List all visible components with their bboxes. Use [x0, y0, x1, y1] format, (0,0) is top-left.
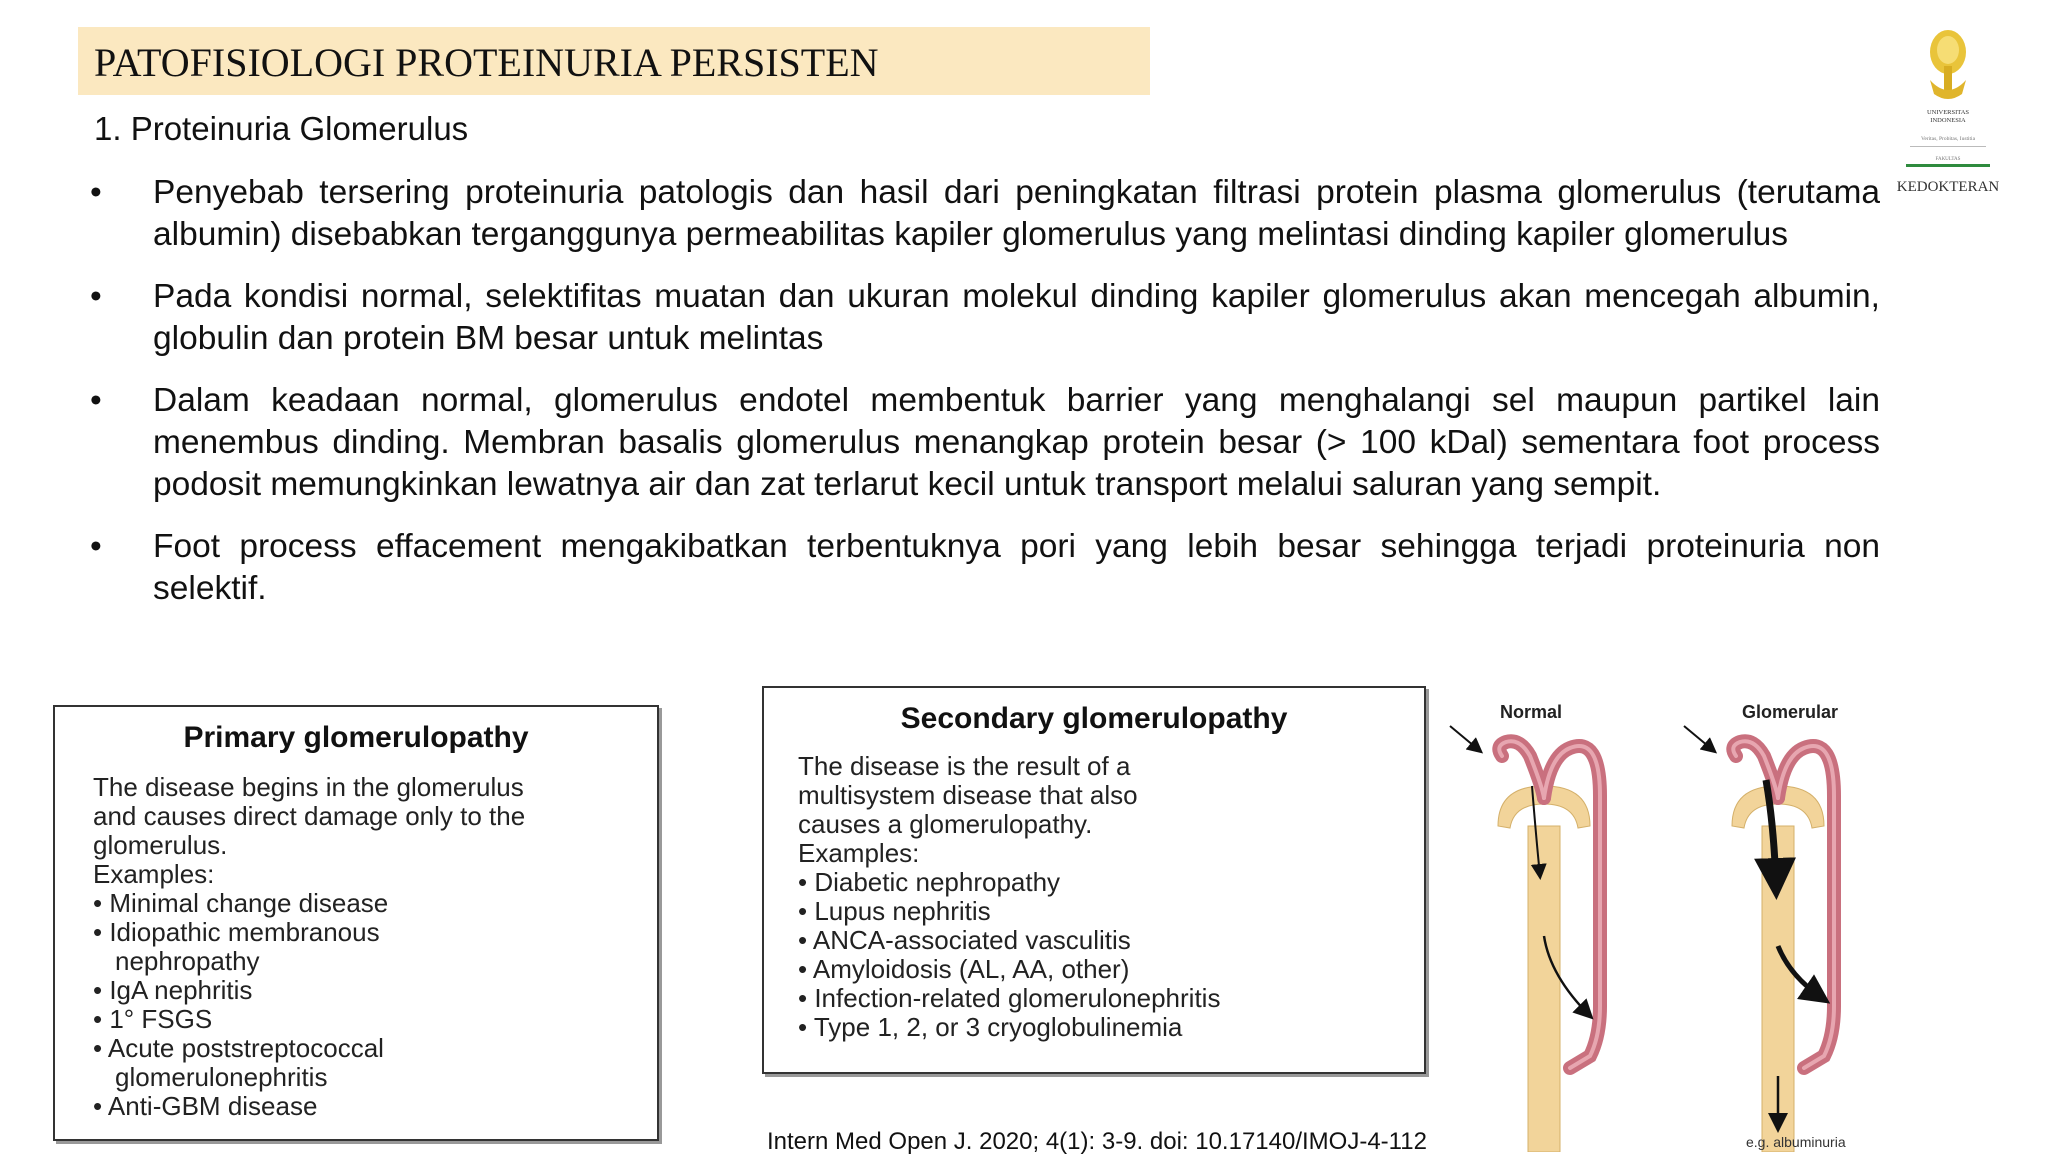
secondary-box-body — [798, 752, 1424, 1042]
glomerular-nephron-icon — [1684, 726, 1834, 1152]
secondary-examples-label: Examples: — [798, 838, 920, 868]
primary-example-cont: glomerulonephritis — [115, 1062, 328, 1092]
primary-example-item: • 1° FSGS — [93, 1005, 657, 1034]
primary-glomerulopathy-box — [53, 705, 659, 1141]
bullet-item: • Dalam keadaan normal, glomerulus endotel membentuk barrier yang menghalangi sel maupun partikel lain menembus dinding. Membran basalis glomerulus menangkap protein besar (> 100 kDal) sementara foot process podosit memungkinkan lewatnya air dan zat terlarut kecil untuk transport melalui saluran yang sempit. — [90, 380, 1880, 506]
nephron-diagram — [1440, 676, 1910, 1152]
logo-faculty: KEDOKTERAN — [1896, 179, 2000, 195]
secondary-example-item: • Type 1, 2, or 3 cryoglobulinemia — [798, 1013, 1424, 1042]
primary-examples-label: Examples: — [93, 859, 215, 889]
logo-univ-line1: UNIVERSITAS — [1926, 109, 1970, 116]
secondary-intro-line: The disease is the result of a — [798, 751, 1131, 781]
primary-intro-line: The disease begins in the glomerulus — [93, 772, 524, 802]
makara-emblem-icon — [1930, 30, 1966, 99]
bullet-item: • Penyebab tersering proteinuria patologis dan hasil dari peningkatan filtrasi protein plasma glomerulus (terutama albumin) disebabkan terganggunya permeabilitas kapiler glomerulus yang melintasi dinding kapiler glomerulus — [90, 172, 1880, 256]
primary-example-cont: nephropathy — [115, 946, 260, 976]
primary-box-body — [93, 773, 657, 1121]
primary-example-item: • Anti-GBM disease — [93, 1092, 657, 1121]
logo-faculty-small: FAKULTAS — [1935, 157, 1961, 162]
section-subtitle: 1. Proteinuria Glomerulus — [94, 110, 469, 147]
page-title: PATOFISIOLOGI PROTEINURIA PERSISTEN — [94, 40, 879, 85]
primary-intro-line: glomerulus. — [93, 830, 228, 860]
logo-motto: Veritas, Probitas, Iustitia — [1920, 136, 1976, 142]
logo-univ-line2: INDONESIA — [1930, 117, 1966, 124]
secondary-example-item: • Lupus nephritis — [798, 897, 1424, 926]
primary-box-title: Primary glomerulopathy — [183, 721, 529, 754]
diagram-footnote: e.g. albuminuria — [1746, 1134, 1846, 1150]
title-bar — [78, 27, 1150, 95]
secondary-example-item: • ANCA-associated vasculitis — [798, 926, 1424, 955]
secondary-box-title: Secondary glomerulopathy — [900, 702, 1288, 735]
normal-nephron-icon — [1450, 726, 1600, 1152]
bullet-item: • Pada kondisi normal, selektifitas muatan dan ukuran molekul dinding kapiler glomerulus akan mencegah albumin, globulin dan protein BM besar untuk melintas — [90, 276, 1880, 360]
primary-example-item: • Minimal change disease — [93, 889, 657, 918]
bullet-item: • Foot process effacement mengakibatkan terbentuknya pori yang lebih besar sehingga terjadi proteinuria non selektif. — [90, 526, 1880, 610]
primary-example-item: • Idiopathic membranous — [93, 918, 657, 947]
primary-example-item: • IgA nephritis — [93, 976, 657, 1005]
citation: Intern Med Open J. 2020; 4(1): 3-9. doi: 10.17140/IMOJ-4-112 — [767, 1128, 1427, 1155]
diagram-label-normal: Normal — [1500, 702, 1563, 722]
secondary-example-item: • Infection-related glomerulonephritis — [798, 984, 1424, 1013]
secondary-glomerulopathy-box — [762, 686, 1426, 1074]
university-logo — [1888, 20, 2008, 200]
secondary-intro-line: multisystem disease that also — [798, 780, 1138, 810]
secondary-example-item: • Amyloidosis (AL, AA, other) — [798, 955, 1424, 984]
nephron-svg — [1440, 676, 1910, 1152]
logo-green-line — [1906, 164, 1990, 167]
secondary-intro-line: causes a glomerulopathy. — [798, 809, 1093, 839]
primary-example-item: • Acute poststreptococcal — [93, 1034, 657, 1063]
secondary-example-item: • Diabetic nephropathy — [798, 868, 1424, 897]
primary-intro-line: and causes direct damage only to the — [93, 801, 526, 831]
bullet-list — [90, 172, 1880, 630]
diagram-label-glomerular: Glomerular — [1742, 702, 1839, 722]
